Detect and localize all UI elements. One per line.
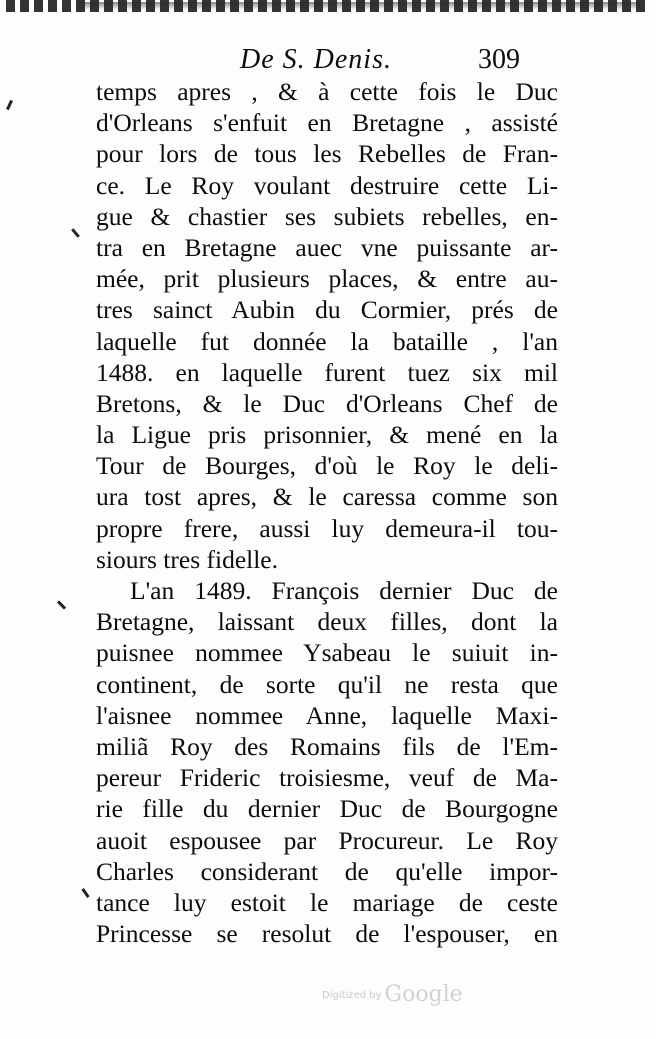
text-line: miliã Roy des Romains fils de l'Em- xyxy=(96,731,558,761)
top-border-ornament xyxy=(0,0,656,16)
running-head: De S. Denis. xyxy=(240,44,392,75)
text-line: 1488. en laquelle furent tuez six mil xyxy=(96,357,558,387)
watermark-brand: Google xyxy=(384,982,463,1007)
body-text xyxy=(96,76,558,949)
margin-mark xyxy=(71,228,80,238)
text-line: gue & chastier ses subiets rebelles, en- xyxy=(96,201,558,231)
text-line: l'aisnee nommee Anne, laquelle Maxi- xyxy=(96,700,558,730)
text-line: pereur Frideric troisiesme, veuf de Ma- xyxy=(96,763,558,793)
digitization-watermark xyxy=(322,982,463,1007)
text-line: ura tost apres, & le caressa comme son xyxy=(96,482,558,512)
text-line: mée, prit plusieurs places, & entre au- xyxy=(96,264,558,294)
text-line: la Ligue pris prisonnier, & mené en la xyxy=(96,420,558,450)
text-line: Bretagne, laissant deux filles, dont la xyxy=(96,607,558,637)
text-line: tres sainct Aubin du Cormier, prés de xyxy=(96,295,558,325)
text-line: laquelle fut donnée la bataille , l'an xyxy=(96,326,558,356)
text-line: auoit espousee par Procureur. Le Roy xyxy=(96,825,558,855)
text-line: temps apres , & à cette fois le Duc xyxy=(96,77,558,106)
margin-mark xyxy=(81,888,89,898)
page-number: 309 xyxy=(478,44,520,75)
text-line: rie fille du dernier Duc de Bourgogne xyxy=(96,794,558,824)
text-line: Bretons, & le Duc d'Orleans Chef de xyxy=(96,388,558,418)
ornament-shadow xyxy=(80,2,640,10)
text-line: Charles considerant de qu'elle impor- xyxy=(96,856,558,886)
watermark-prefix: Digitized by xyxy=(322,990,382,1001)
text-line: ce. Le Roy voulant destruire cette Li- xyxy=(96,170,558,200)
text-line: d'Orleans s'enfuit en Bretagne , assisté xyxy=(96,108,558,138)
text-line: puisnee nommee Ysabeau le suiuit in- xyxy=(96,638,558,668)
text-line: propre frere, aussi luy demeura-il tou- xyxy=(96,513,558,543)
text-line: siours tres fidelle. xyxy=(96,544,278,574)
text-line: pour lors de tous les Rebelles de Fran- xyxy=(96,139,558,169)
text-line: tra en Bretagne auec vne puissante ar- xyxy=(96,232,558,262)
paragraph-start-line: L'an 1489. François dernier Duc de xyxy=(130,576,558,605)
text-line: continent, de sorte qu'il ne resta que xyxy=(96,669,558,699)
margin-mark xyxy=(6,100,13,110)
text-line: Princesse se resolut de l'espouser, en xyxy=(96,919,558,949)
text-line: Tour de Bourges, d'où le Roy le deli- xyxy=(96,451,558,481)
margin-mark xyxy=(57,600,66,609)
text-line: tance luy estoit le mariage de ceste xyxy=(96,887,558,917)
